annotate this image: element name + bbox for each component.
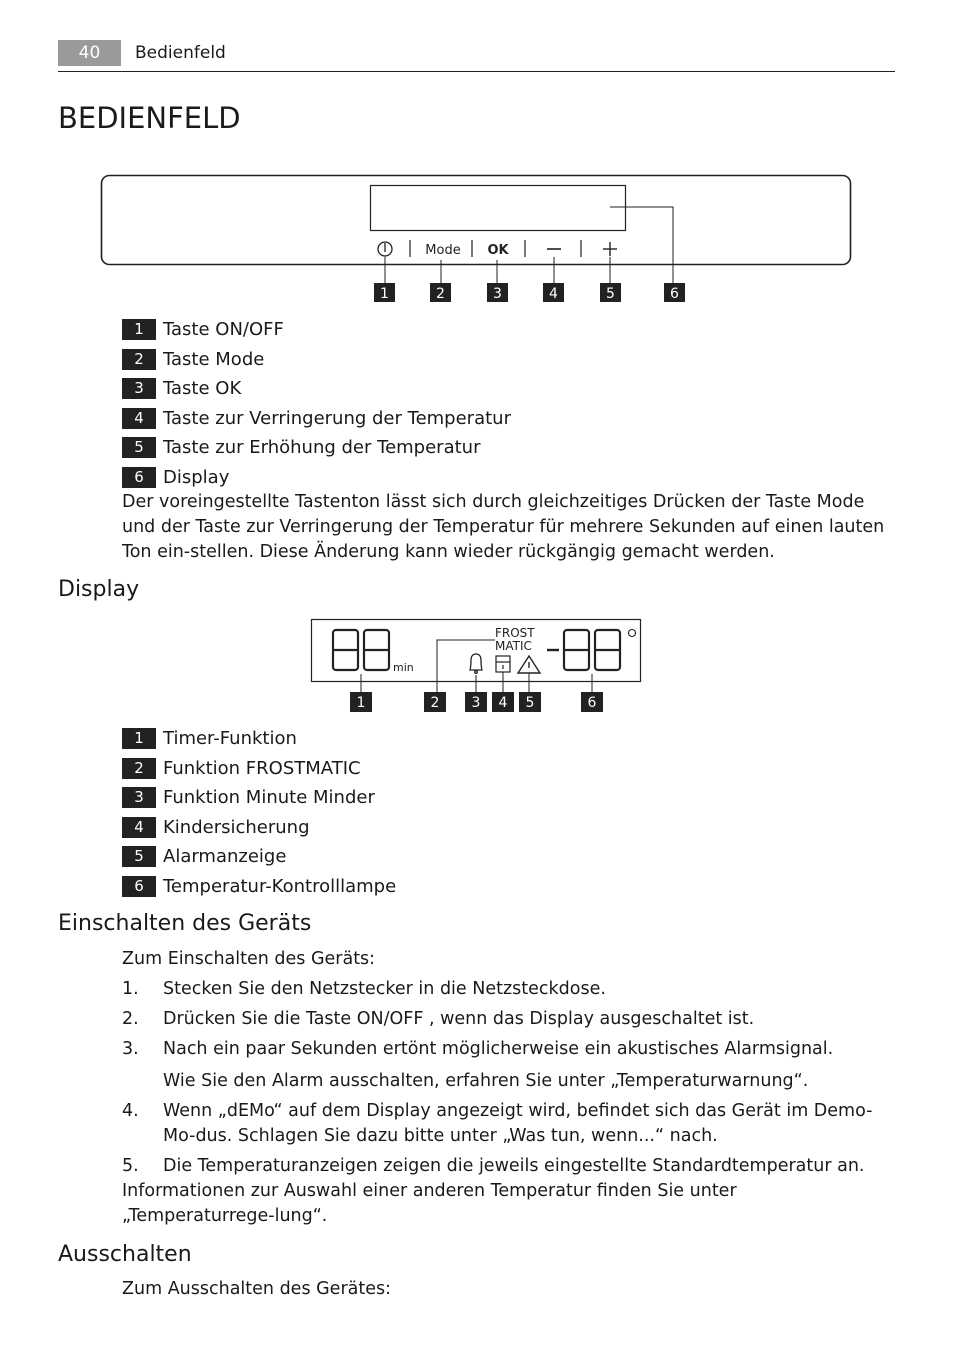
ok-button-label: OK: [487, 243, 509, 258]
step-number: 4.: [122, 1101, 139, 1121]
legend-text: Alarmanzeige: [163, 846, 287, 868]
step-number: 1.: [122, 979, 139, 999]
legend-number: 1: [122, 728, 156, 749]
display-callout-5: 5: [525, 695, 535, 711]
mode-button-label: Mode: [425, 243, 461, 258]
lock-icon: [496, 656, 510, 672]
legend-item: [122, 783, 396, 813]
switch-on-intro: Zum Einschalten des Geräts:: [122, 949, 376, 969]
display-callout-2: 2: [430, 695, 440, 711]
legend-number: 6: [122, 467, 156, 488]
switch-on-heading: Einschalten des Geräts: [58, 911, 312, 936]
step-5: [122, 1154, 894, 1229]
timer-digits: [333, 630, 389, 670]
legend-number: 3: [122, 787, 156, 808]
panel-outline: [102, 176, 851, 265]
legend-item: [122, 315, 511, 345]
legend-item: [122, 404, 511, 434]
callout-leaders: [385, 257, 610, 283]
legend-text: Taste OK: [163, 378, 242, 400]
step-note: [122, 1069, 894, 1094]
bell-icon: [470, 654, 482, 673]
step-number: 2.: [122, 1009, 139, 1029]
legend-number: 5: [122, 437, 156, 458]
temperature-lamp-icon: [629, 630, 636, 637]
callout-2: 2: [436, 286, 445, 302]
legend-item: [122, 813, 396, 843]
legend-text: Temperatur-Kontrolllampe: [163, 875, 397, 897]
step-5-continuation: Informationen zur Auswahl einer anderen Temperatur finden Sie unter „Temperaturrege-lung“.: [122, 1181, 737, 1226]
power-icon: [378, 242, 392, 256]
display-outline: [312, 620, 641, 682]
display-callout-4: 4: [498, 695, 508, 711]
legend-item: [122, 463, 511, 493]
legend-item: [122, 374, 511, 404]
display-callout-badges: [350, 692, 603, 712]
callout-badges: [374, 283, 685, 302]
display-callout-1: 1: [356, 695, 366, 711]
switch-off-heading: Ausschalten: [58, 1242, 192, 1267]
warning-icon: [518, 656, 540, 673]
step-number: 5.: [122, 1156, 139, 1176]
legend-text: Funktion FROSTMATIC: [163, 757, 361, 779]
step-note-text: Wie Sie den Alarm ausschalten, erfahren Sie unter „Temperaturwarnung“.: [163, 1071, 809, 1091]
legend-text: Funktion Minute Minder: [163, 787, 375, 809]
callout-6: 6: [670, 286, 679, 302]
plus-icon: [603, 242, 617, 256]
step-text: Drücken Sie die Taste ON/OFF , wenn das Display ausgeschaltet ist.: [163, 1009, 755, 1029]
legend-number: 2: [122, 758, 156, 779]
legend-text: Taste Mode: [163, 348, 265, 370]
legend-text: Taste zur Erhöhung der Temperatur: [163, 437, 481, 459]
legend-item: [122, 724, 396, 754]
step-number: 3.: [122, 1039, 139, 1059]
display-callout-3: 3: [471, 695, 481, 711]
step-text: Wenn „dEMo“ auf dem Display angezeigt wird, befindet sich das Gerät im Demo-Mo-dus. Schlagen Sie dazu bitte unter „Was tun, wenn...“ nach.: [163, 1101, 873, 1146]
panel-display-window: [371, 186, 626, 231]
legend-text: Taste zur Verringerung der Temperatur: [163, 407, 511, 429]
step-text: Die Temperaturanzeigen zeigen die jeweils eingestellte Standardtemperatur an.: [163, 1156, 865, 1176]
page-title: BEDIENFELD: [58, 101, 241, 135]
legend-item: [122, 872, 396, 902]
callout-6-leader: [610, 207, 673, 283]
legend-number: 2: [122, 349, 156, 370]
legend-text: Kindersicherung: [163, 816, 310, 838]
panel-note: Der voreingestellte Tastenton lässt sich durch gleichzeitiges Drücken der Taste Mode und der Taste zur Verringerung der Temperatur für mehrere Sekunden auf einen lauten Ton ein-stellen. Diese Änderung kann wieder rückgängig gemacht werden.: [122, 492, 885, 562]
callout-2-leader: [437, 640, 495, 692]
step-text: Nach ein paar Sekunden ertönt möglicherweise ein akustisches Alarmsignal.: [163, 1039, 834, 1059]
step-item: [122, 1037, 894, 1062]
step-item: [122, 1007, 894, 1032]
control-panel-figure: [0, 0, 954, 310]
legend-text: Timer-Funktion: [163, 728, 297, 750]
legend-number: 1: [122, 319, 156, 340]
callout-1: 1: [380, 286, 389, 302]
temperature-digits: [564, 630, 620, 670]
display-figure: [300, 612, 650, 716]
matic-label: MATIC: [495, 639, 532, 653]
display-legend: [122, 724, 396, 901]
running-title: Bedienfeld: [135, 43, 226, 63]
callout-3: 3: [493, 286, 502, 302]
legend-text: Taste ON/OFF: [163, 319, 284, 341]
legend-item: [122, 345, 511, 375]
step-item: [122, 977, 894, 1002]
callout-5: 5: [606, 286, 615, 302]
page-number: 40: [58, 40, 121, 66]
legend-item: [122, 754, 396, 784]
switch-off-intro: Zum Ausschalten des Gerätes:: [122, 1279, 392, 1299]
step-text: Stecken Sie den Netzstecker in die Netzsteckdose.: [163, 979, 606, 999]
legend-number: 4: [122, 408, 156, 429]
frost-label: FROST: [495, 626, 535, 640]
legend-number: 5: [122, 846, 156, 867]
min-label: min: [393, 661, 414, 674]
legend-item: [122, 842, 396, 872]
legend-number: 4: [122, 817, 156, 838]
step-item: [122, 1099, 894, 1149]
panel-legend: [122, 315, 511, 492]
switch-on-steps: [122, 977, 894, 1154]
callout-4: 4: [549, 286, 558, 302]
legend-item: [122, 433, 511, 463]
legend-number: 3: [122, 378, 156, 399]
legend-text: Display: [163, 466, 230, 488]
legend-number: 6: [122, 876, 156, 897]
display-callout-6: 6: [587, 695, 597, 711]
display-heading: Display: [58, 577, 140, 602]
